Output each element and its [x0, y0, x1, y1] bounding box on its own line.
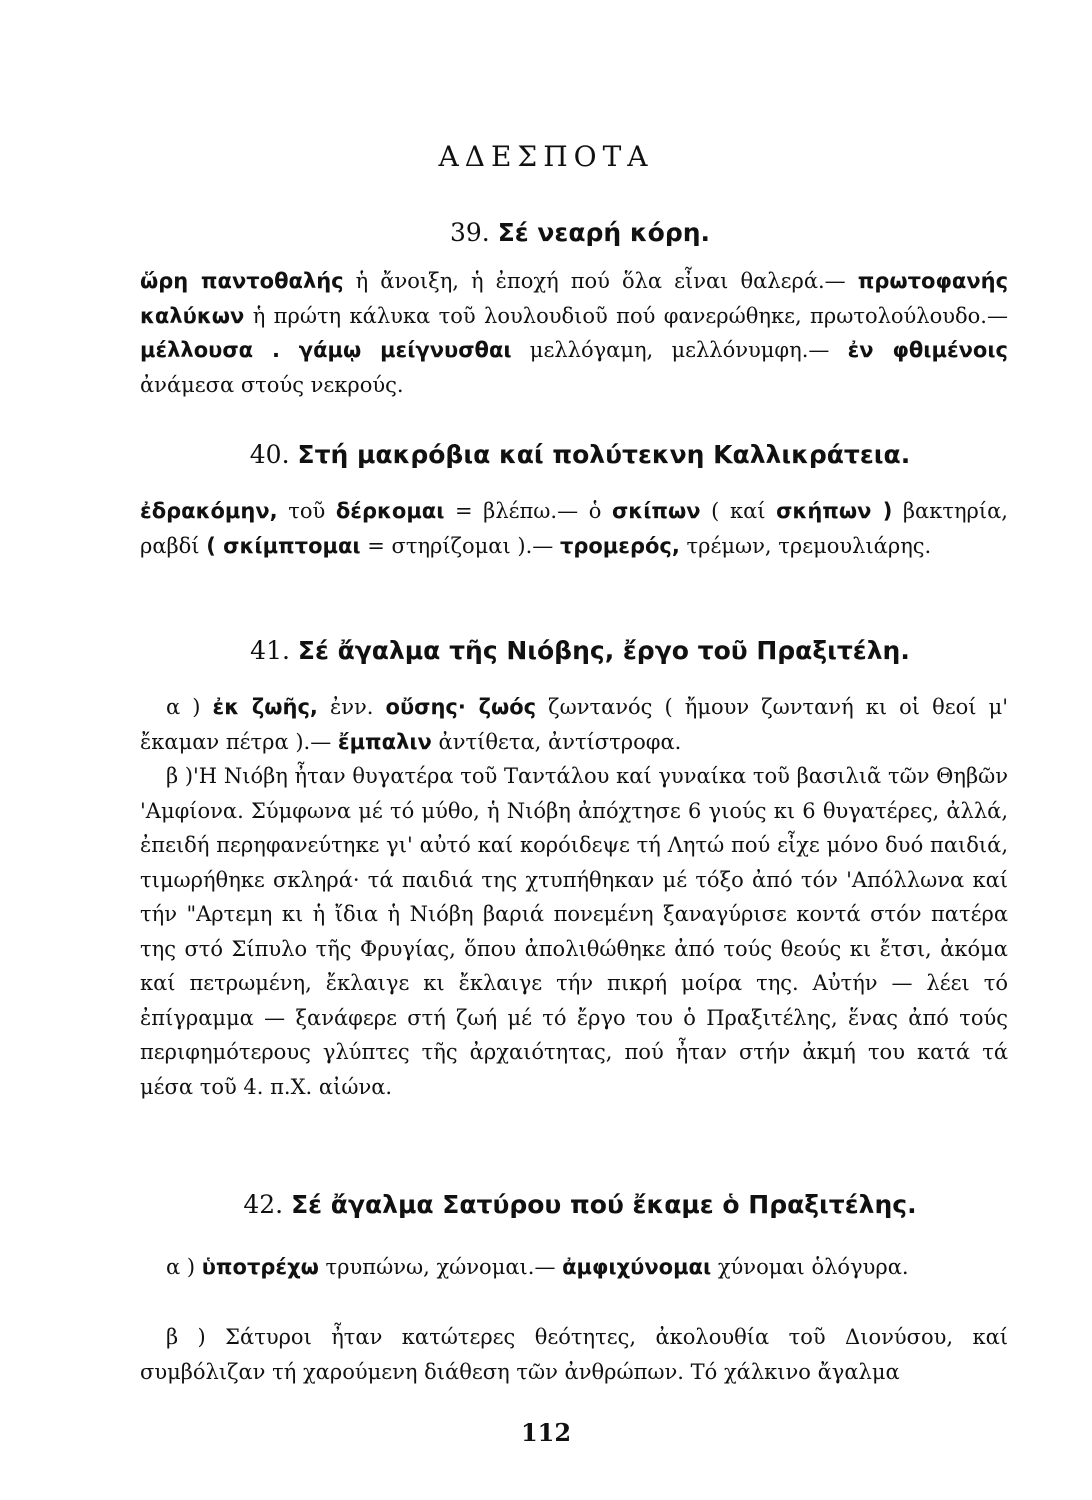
term: πρωτοφανής καλύκων — [140, 269, 1009, 328]
section-40-notes: ἐδρακόμην, τοῦ δέρκομαι = βλέπω.— ὁ σκίπων ( καί σκήπων ) βακτηρία, ραβδί ( σκίμπτομαι = στηρίζομαι ).— τρομερός, τρέμων, τρεμουλιάρης. — [140, 499, 1008, 558]
term: ἐκ ζωῆς, — [212, 695, 318, 719]
section-39-number: 39. — [449, 218, 490, 247]
term: ἐδρακόμην, — [140, 499, 278, 523]
section-42-heading — [140, 1190, 1020, 1219]
section-42-note-b: β ) Σάτυροι ἦταν κατώτερες θεότητες, ἀκολουθία τοῦ Διονύσου, καί συμβόλιζαν τή χαρούμενη διάθεση τῶν ἀνθρώπων. Τό χάλκινο ἄγαλμα — [140, 1325, 1008, 1384]
term: δέρκομαι — [335, 499, 445, 523]
section-42-note-a: α ) ὑποτρέχω τρυπώνω, χώνομαι.— ἀμφιχύνομαι χύνομαι ὁλόγυρα. — [166, 1255, 909, 1279]
page-number: 112 — [520, 1418, 572, 1447]
term: σκίπων — [611, 499, 701, 523]
section-41-number: 41. — [250, 636, 290, 665]
section-39-notes: ὥρη παντοθαλής ἡ ἄνοιξη, ἡ ἐποχή πού ὅλα εἶναι θαλερά.— πρωτοφανής καλύκων ἡ πρώτη κάλυκα τοῦ λουλουδιοῦ πού φανερώθηκε, πρωτολούλουδο.— μέλλουσα . γάμῳ μείγνυσθαι μελλόγαμη, μελλόνυμφη.— ἐν φθιμένοις ἀνάμεσα στούς νεκρούς. — [140, 269, 1009, 397]
term: τρομερός, — [559, 533, 680, 558]
section-41-heading — [140, 636, 1020, 665]
section-40-heading — [140, 440, 1020, 469]
section-39-title: Σέ νεαρή κόρη. — [497, 218, 711, 247]
term: οὔσης· ζωός — [385, 695, 537, 719]
term: ἐν φθιμένοις — [847, 338, 1008, 362]
term: ἀμφιχύνομαι — [562, 1255, 712, 1279]
term: ἔμπαλιν — [337, 729, 432, 754]
term: ὥρη παντοθαλής — [140, 269, 344, 293]
page-title: ΑΔΕΣΠΟΤΑ — [438, 140, 654, 173]
section-40-number: 40. — [249, 440, 290, 469]
term: ( σκίμπτομαι — [206, 533, 361, 558]
section-41-note-a: α ) ἐκ ζωῆς, ἐνν. οὔσης· ζωός ζωντανός ( ἤμουν ζωντανή κι οἱ θεοί μ' ἔκαμαν πέτρα ).— ἔμπαλιν ἀντίθετα, ἀντίστροφα. — [140, 695, 1009, 754]
section-41-note-b: β )'Η Νιόβη ἦταν θυγατέρα τοῦ Ταντάλου καί γυναίκα τοῦ βασιλιᾶ τῶν Θηβῶν 'Αμφίονα. Σύμφωνα μέ τό μύθο, ἡ Νιόβη ἀπόχτησε 6 γιούς κι 6 θυγατέρες, ἀλλά, ἐπειδή περηφανεύτηκε γι' αὐτό καί κορόιδεψε τή Λητώ πού εἶχε μόνο δυό παιδιά, τιμωρήθηκε σκληρά· τά παιδιά της χτυπήθηκαν μέ τόξο ἀπό τόν 'Απόλλωνα καί τήν "Αρτεμη κι ἡ ἴδια ἡ Νιόβη βαριά πονεμένη ξαναγύρισε κοντά στόν πατέρα της στό Σίπυλο τῆς Φρυγίας, ὅπου ἀπολιθώθηκε ἀπό τούς θεούς κι ἔτσι, ἀκόμα καί πετρωμένη, ἔκλαιγε κι ἔκλαιγε τήν πικρή μοίρα της. Αὐτήν — λέει τό ἐπίγραμμα — ξανάφερε στή ζωή μέ τό ἔργο του ὁ Πραξιτέλης, ἕνας ἀπό τούς περιφημότερους γλύπτες τῆς ἀρχαιότητας, πού ἦταν στήν ἀκμή του κατά τά μέσα τοῦ 4. π.Χ. αἰώνα. — [140, 764, 1008, 1099]
section-39-heading — [140, 218, 1020, 247]
section-42-number: 42. — [243, 1190, 284, 1219]
term: μέλλουσα . γάμῳ μείγνυσθαι — [140, 338, 512, 362]
term: σκήπων ) — [776, 499, 893, 523]
section-40-title: Στή μακρόβια καί πολύτεκνη Καλλικράτεια. — [297, 440, 911, 469]
term: ὑποτρέχω — [201, 1255, 319, 1279]
section-41-title: Σέ ἄγαλμα τῆς Νιόβης, ἔργο τοῦ Πραξιτέλη. — [297, 636, 910, 665]
section-42-title: Σέ ἄγαλμα Σατύρου πού ἔκαμε ὁ Πραξιτέλης. — [291, 1190, 917, 1219]
